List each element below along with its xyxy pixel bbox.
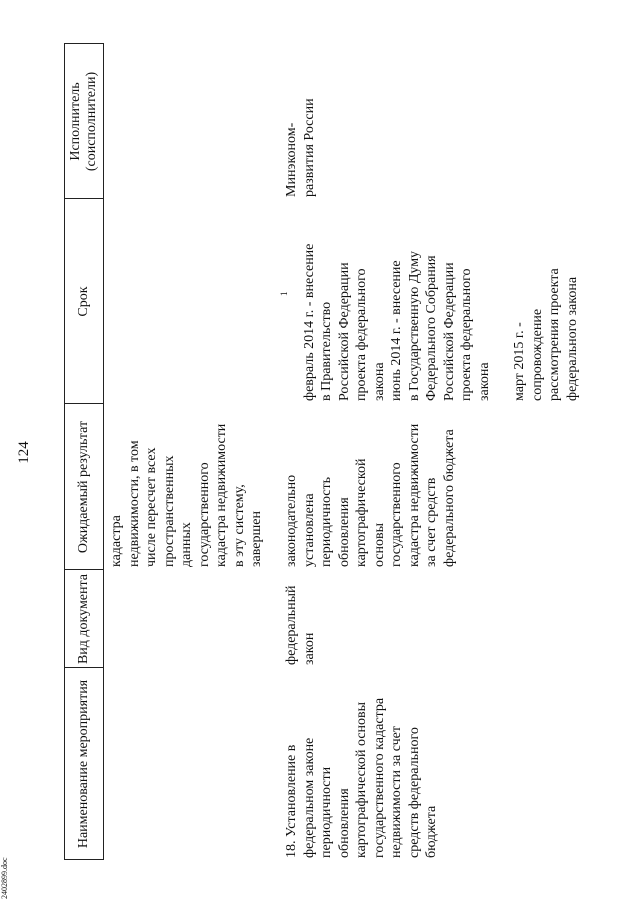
row-18-event-name: 18. Установление в федеральном законе периодичности обновления картографической основы государственного кадастра недвижимости за счет средств федерального бюджета (284, 697, 439, 858)
row-18-expected-result: законодательно установлена периодичность обновления картографической основы государственного кадастра недвижимости за счет средств федерального бюджета (284, 423, 457, 567)
header-executor (64, 44, 104, 199)
header-executor-label: Исполнитель (соисполнители) (68, 71, 99, 172)
continued-result-text: кадастра недвижимости, в том числе пересчет всех пространственных данных государственного кадастра недвижимости в эту систему, завершен (109, 423, 264, 567)
header-expected-result-label: Ожидаемый результат (76, 420, 91, 554)
header-deadline (64, 199, 104, 404)
header-event-name-label: Наименование мероприятия (76, 679, 91, 849)
row-18-executor: Минэконом- развития России (284, 98, 317, 197)
row-18-document-type: федеральный закон (284, 585, 317, 665)
header-expected-result (64, 404, 104, 570)
page-number: 124 (16, 441, 32, 464)
row-18-deadline-1 (283, 191, 388, 401)
row-18-deadline-3: март 2015 г. - сопровождение рассмотрения проекта федерального закона (512, 268, 580, 401)
document-code: 2402899.doc (0, 857, 9, 899)
header-event-name (64, 668, 104, 860)
header-document-type (64, 570, 104, 668)
deadline-1-text: февраль 2014 г. - внесение в Правительство Российской Федерации проекта федерального закона (301, 243, 387, 401)
footnote-marker: 1 (279, 291, 289, 296)
row-18-deadline-2: июнь 2014 г. - внесение в Государственную Думу Федерального Собрания Российской Федерации проекта федерального закона (389, 250, 492, 401)
header-deadline-label: Срок (76, 286, 91, 317)
header-document-type-label: Вид документа (76, 573, 91, 665)
